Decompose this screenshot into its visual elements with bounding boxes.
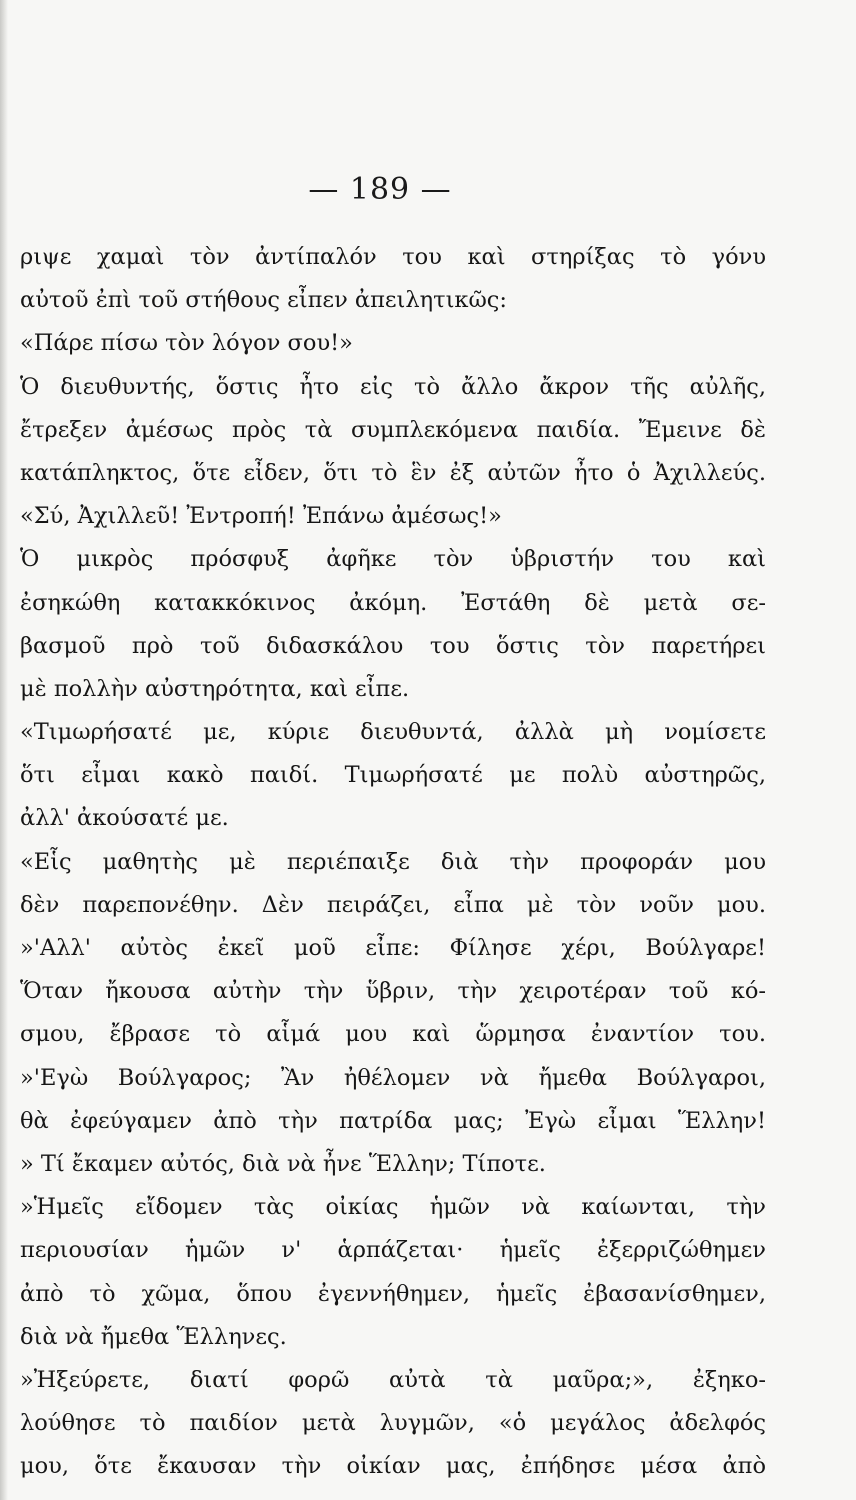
text-line: λούθησε τὸ παιδίον μετὰ λυγμῶν, «ὁ μεγάλος ἀδελφός bbox=[20, 1410, 766, 1437]
text-line: σμου, ἔβρασε τὸ αἷμά μου καὶ ὥρμησα ἐναντίον του. bbox=[20, 1021, 766, 1048]
text-line: »Ἠξεύρετε, διατί φορῶ αὐτὰ τὰ μαῦρα;», ἐξηκο- bbox=[20, 1366, 766, 1393]
text-line: περιουσίαν ἡμῶν ν' ἁρπάζεται· ἡμεῖς ἐξερριζώθημεν bbox=[20, 1237, 766, 1264]
text-line: «Πάρε πίσω τὸν λόγον σου!» bbox=[20, 330, 353, 357]
text-line: ἐσηκώθη κατακκόκινος ἀκόμη. Ἐστάθη δὲ μετὰ σε- bbox=[20, 589, 766, 616]
text-line: Ὅταν ἤκουσα αὐτὴν τὴν ὕβριν, τὴν χειροτέραν τοῦ κό- bbox=[20, 978, 766, 1005]
text-line: » Τί ἔκαμεν αὐτός, διὰ νὰ ἦνε Ἕλλην; Τίποτε. bbox=[20, 1150, 546, 1177]
text-line: κατάπληκτος, ὅτε εἶδεν, ὅτι τὸ ἓν ἐξ αὐτῶν ἦτο ὁ Ἀχιλλεύς. bbox=[20, 459, 766, 486]
text-line: βασμοῦ πρὸ τοῦ διδασκάλου του ὅστις τὸν παρετήρει bbox=[20, 632, 766, 659]
page-edge-shadow bbox=[0, 0, 8, 1500]
text-line: αὐτοῦ ἐπὶ τοῦ στήθους εἶπεν ἀπειλητικῶς: bbox=[20, 287, 507, 314]
text-line: ριψε χαμαὶ τὸν ἀντίπαλόν του καὶ στηρίξας τὸ γόνυ bbox=[20, 244, 766, 270]
text-line: θὰ ἐφεύγαμεν ἀπὸ τὴν πατρίδα μας; Ἐγὼ εἶμαι Ἕλλην! bbox=[20, 1107, 766, 1134]
text-line: «Σύ, Ἀχιλλεῦ! Ἐντροπή! Ἐπάνω ἀμέσως!» bbox=[20, 503, 502, 530]
text-line: ὅτι εἶμαι κακὸ παιδί. Τιμωρήσατέ με πολὺ αὐστηρῶς, bbox=[20, 762, 766, 789]
text-line: μὲ πολλὴν αὐστηρότητα, καὶ εἶπε. bbox=[20, 675, 410, 702]
text-line: ἀπὸ τὸ χῶμα, ὅπου ἐγεννήθημεν, ἡμεῖς ἐβασανίσθημεν, bbox=[20, 1280, 766, 1307]
body-text bbox=[20, 236, 766, 1488]
text-line: μου, ὅτε ἔκαυσαν τὴν οἰκίαν μας, ἐπήδησε μέσα ἀπὸ bbox=[20, 1453, 766, 1480]
text-line: »'Αλλ' αὐτὸς ἐκεῖ μοῦ εἶπε: Φίλησε χέρι, Βούλγαρε! bbox=[20, 935, 766, 961]
page-number: — 189 — bbox=[308, 172, 452, 207]
text-line: «Εἷς μαθητὴς μὲ περιέπαιξε διὰ τὴν προφοράν μου bbox=[20, 848, 766, 875]
text-line: «Τιμωρήσατέ με, κύριε διευθυντά, ἀλλὰ μὴ νομίσετε bbox=[20, 719, 766, 746]
text-line: ἔτρεξεν ἀμέσως πρὸς τὰ συμπλεκόμενα παιδία. Ἔμεινε δὲ bbox=[20, 416, 766, 443]
text-line: δὲν παρεπονέθην. Δὲν πειράζει, εἶπα μὲ τὸν νοῦν μου. bbox=[20, 891, 766, 918]
text-line: ἀλλ' ἀκούσατέ με. bbox=[20, 805, 229, 832]
text-line: Ὁ διευθυντής, ὅστις ἦτο εἰς τὸ ἄλλο ἄκρον τῆς αὐλῆς, bbox=[20, 373, 766, 400]
text-line: »'Εγὼ Βούλγαρος; Ἂν ἠθέλομεν νὰ ἤμεθα Βούλγαροι, bbox=[20, 1064, 766, 1091]
text-line: διὰ νὰ ἤμεθα Ἕλληνες. bbox=[20, 1323, 287, 1350]
text-line: »Ἡμεῖς εἴδομεν τὰς οἰκίας ἡμῶν νὰ καίωνται, τὴν bbox=[20, 1194, 766, 1221]
text-line: Ὁ μικρὸς πρόσφυξ ἀφῆκε τὸν ὑβριστήν του καὶ bbox=[20, 546, 766, 573]
